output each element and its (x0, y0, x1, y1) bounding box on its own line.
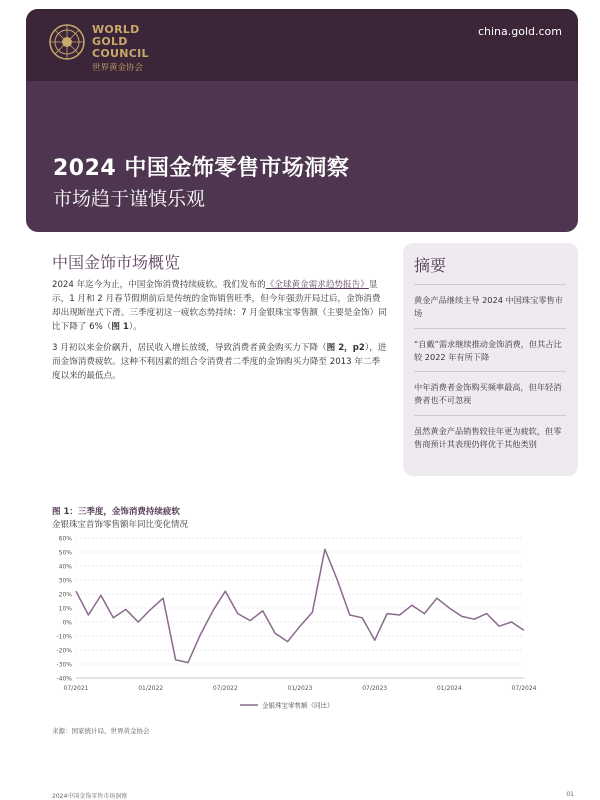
y-tick-label: -10% (56, 633, 72, 641)
y-tick-label: -40% (56, 675, 72, 683)
y-tick-label: 40% (58, 563, 72, 571)
y-tick-label: 50% (58, 549, 72, 557)
x-tick-label: 07/2021 (63, 685, 89, 692)
figure-1-ref: 图 1 (111, 322, 129, 332)
y-tick-label: 30% (58, 577, 72, 585)
summary-item: 虽然黄金产品销售较往年更为疲软，但零售商预计其表现仍将优于其他类别 (414, 415, 566, 451)
x-tick-label: 01/2022 (138, 685, 164, 692)
legend-label: 金银珠宝零售额（同比） (262, 701, 334, 710)
para1-text-c: ）。 (128, 322, 142, 332)
wgc-logo[interactable] (48, 23, 188, 77)
paragraph-2 (52, 341, 388, 383)
figure-title: 图 1：三季度，金饰消费持续疲软 (52, 507, 180, 517)
y-tick-label: 60% (58, 535, 72, 543)
y-tick-label: 0% (62, 619, 72, 627)
x-tick-label: 01/2023 (287, 685, 313, 692)
summary-item: “自戴”需求继续推动金饰消费，但其占比较 2022 年有所下降 (414, 328, 566, 364)
logo-line-council: COUNCIL (92, 47, 149, 60)
figure-subtitle: 金银珠宝首饰零售额年同比变化情况 (52, 520, 189, 530)
para2-text-a: 3 月初以来金价飙升，居民收入增长放缓，导致消费者黄金购买力下降（ (52, 343, 327, 353)
y-tick-label: -20% (56, 647, 72, 655)
line-chart (40, 530, 560, 720)
x-tick-label: 01/2024 (436, 685, 462, 692)
header-banner (26, 9, 578, 232)
paragraph-1 (52, 278, 388, 334)
site-link[interactable]: china.gold.com (477, 25, 562, 38)
report-link[interactable]: 《全球黄金需求趋势报告》 (265, 280, 369, 290)
para1-text-a: 2024 年迄今为止，中国金饰消费持续疲软。我们发布的 (52, 280, 266, 290)
logo-line-world: WORLD (92, 23, 140, 36)
summary-item: 中年消费者金饰购买频率最高，但年轻消费者也不可忽视 (414, 371, 566, 407)
logo-line-gold: GOLD (92, 35, 128, 48)
logo-mark-icon (48, 23, 86, 61)
x-tick-label: 07/2024 (511, 685, 537, 692)
page-number: 01 (566, 791, 574, 798)
logo-text (92, 24, 149, 60)
x-tick-label: 07/2023 (362, 685, 388, 692)
x-tick-label: 07/2022 (212, 685, 238, 692)
figure-2-ref: 图 2，p2 (326, 343, 365, 353)
y-tick-label: 20% (58, 591, 72, 599)
summary-title: 摘要 (414, 256, 447, 275)
section-heading: 中国金饰市场概览 (52, 253, 181, 272)
figure-source: 来源：国家统计局、世界黄金协会 (52, 727, 150, 735)
summary-item: 黄金产品继续主导 2024 中国珠宝零售市场 (414, 284, 566, 320)
para1-text-b: 显示，1 月和 2 月春节假期前后是传统的金饰销售旺季，但今年强劲开局过后，金饰消费却出现断崖式下滑。三季度初这一疲软态势持续：7 月金银珠宝零售额（主要是金饰）同比下降了 6%（ (52, 280, 387, 332)
page-subtitle: 市场趋于谨慎乐观 (53, 188, 206, 210)
para2-text-b: ），进而金饰消费疲软。这种不利因素的组合令消费者二季度的金饰购买力降至 2013 年二季度以来的最低点。 (52, 343, 387, 381)
page-title: 2024 中国金饰零售市场洞察 (53, 156, 350, 181)
y-tick-label: -30% (56, 661, 72, 669)
footer-title: 2024中国金饰零售市场洞察 (52, 793, 128, 800)
y-tick-label: 10% (58, 605, 72, 613)
logo-subtitle: 世界黄金协会 (92, 63, 144, 73)
summary-panel (403, 243, 578, 476)
